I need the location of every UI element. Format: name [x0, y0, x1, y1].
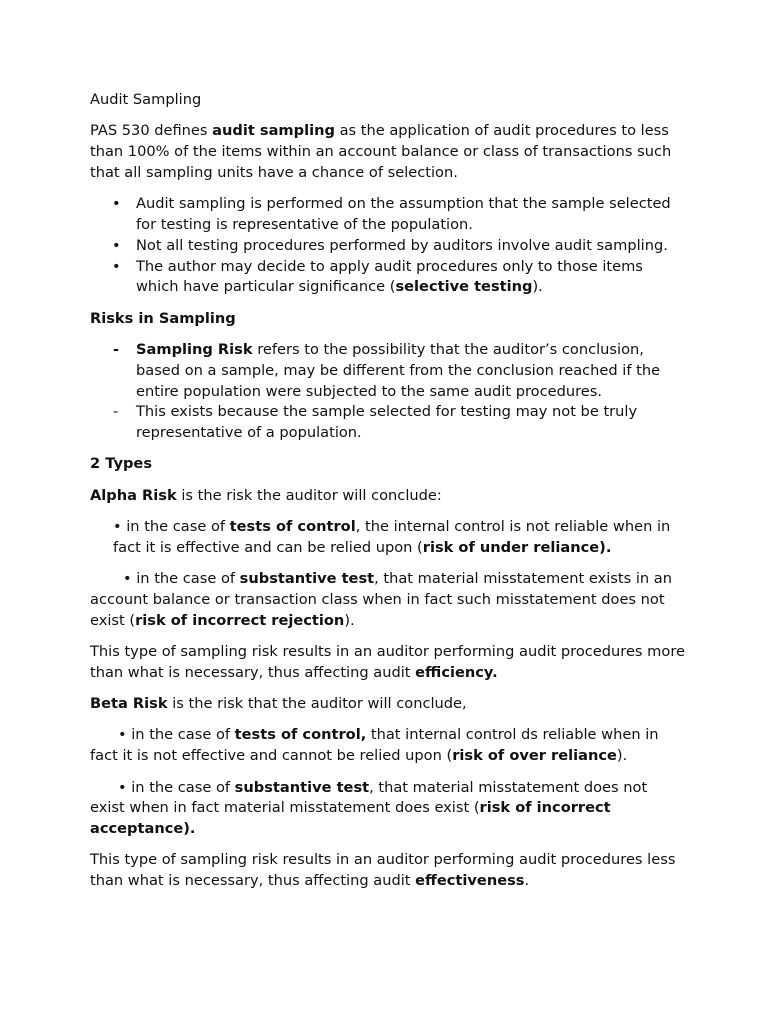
- list-item-text: Not all testing procedures performed by auditors involve audit sampling.: [136, 236, 668, 254]
- alpha-risk-summary: This type of sampling risk results in an auditor performing audit procedures more than what is necessary, thus affecting audit efficiency.: [90, 643, 685, 681]
- beta-risk-term: Beta Risk: [90, 695, 168, 713]
- list-item: [90, 194, 686, 236]
- list-item: [90, 402, 686, 444]
- list-item-text: This exists because the sample selected for testing may not be truly representative of a population.: [136, 403, 638, 442]
- sampling-bullet-list: [90, 194, 686, 298]
- intro-text: PAS 530 defines: [90, 122, 213, 140]
- bullet-marker: •: [112, 257, 121, 275]
- dash-marker: -: [113, 340, 120, 358]
- beta-risk-item-control: • in the case of tests of control, that internal control ds reliable when in fact it is not effective and cannot be relied upon (risk of over reliance).: [90, 726, 659, 765]
- list-item: [90, 340, 686, 402]
- document-page: [90, 90, 686, 903]
- beta-risk-intro: [90, 694, 686, 715]
- dash-marker: -: [113, 403, 119, 421]
- list-item-text: refers to the possibility that the auditor’s conclusion, based on a sample, may be different from the conclusion reached if the entire population were subjected to the same audit procedures.: [136, 340, 661, 400]
- section-heading-risks: Risks in Sampling: [90, 309, 236, 327]
- intro-term: audit sampling: [212, 122, 335, 140]
- list-item: [90, 257, 686, 299]
- intro-definition: as the application of audit procedures to less than 100% of the items within an account balance or class of transactions such that all sampling units have a chance of selection.: [90, 122, 672, 181]
- beta-risk-text: is the risk that the auditor will conclude,: [167, 695, 467, 713]
- section-heading-types: 2 Types: [90, 455, 153, 473]
- alpha-risk-intro: [90, 486, 686, 507]
- list-item-term: selective testing: [395, 278, 533, 296]
- list-item-text: The author may decide to apply audit procedures only to those items which have particular significance (: [136, 257, 643, 296]
- list-item-text: Audit sampling is performed on the assumption that the sample selected for testing is representative of the population.: [136, 195, 671, 233]
- beta-risk-summary: This type of sampling risk results in an auditor performing audit procedures less than what is necessary, thus affecting audit effectiveness.: [90, 851, 676, 890]
- list-item: [90, 236, 686, 257]
- document-title: Audit Sampling: [90, 91, 202, 108]
- list-item-term: Sampling Risk: [136, 340, 253, 358]
- risk-dash-list: [90, 340, 686, 444]
- alpha-risk-item-substantive: • in the case of substantive test, that material misstatement exists in an account balance or transaction class when in fact such misstatement does not exist (risk of incorrect rejection).: [90, 570, 672, 629]
- intro-paragraph: [90, 121, 686, 183]
- bullet-marker: •: [112, 195, 121, 213]
- list-item-text-end: ).: [532, 278, 543, 296]
- alpha-risk-text: is the risk the auditor will conclude:: [176, 486, 442, 504]
- alpha-risk-item-control: • in the case of tests of control, the internal control is not reliable when in fact it is effective and can be relied upon (risk of under reliance).: [113, 518, 671, 556]
- bullet-marker: •: [112, 236, 121, 254]
- alpha-risk-term: Alpha Risk: [90, 486, 177, 504]
- beta-risk-item-substantive: • in the case of substantive test, that material misstatement does not exist when in fact material misstatement does exist (risk of incorrect acceptance).: [90, 778, 648, 838]
